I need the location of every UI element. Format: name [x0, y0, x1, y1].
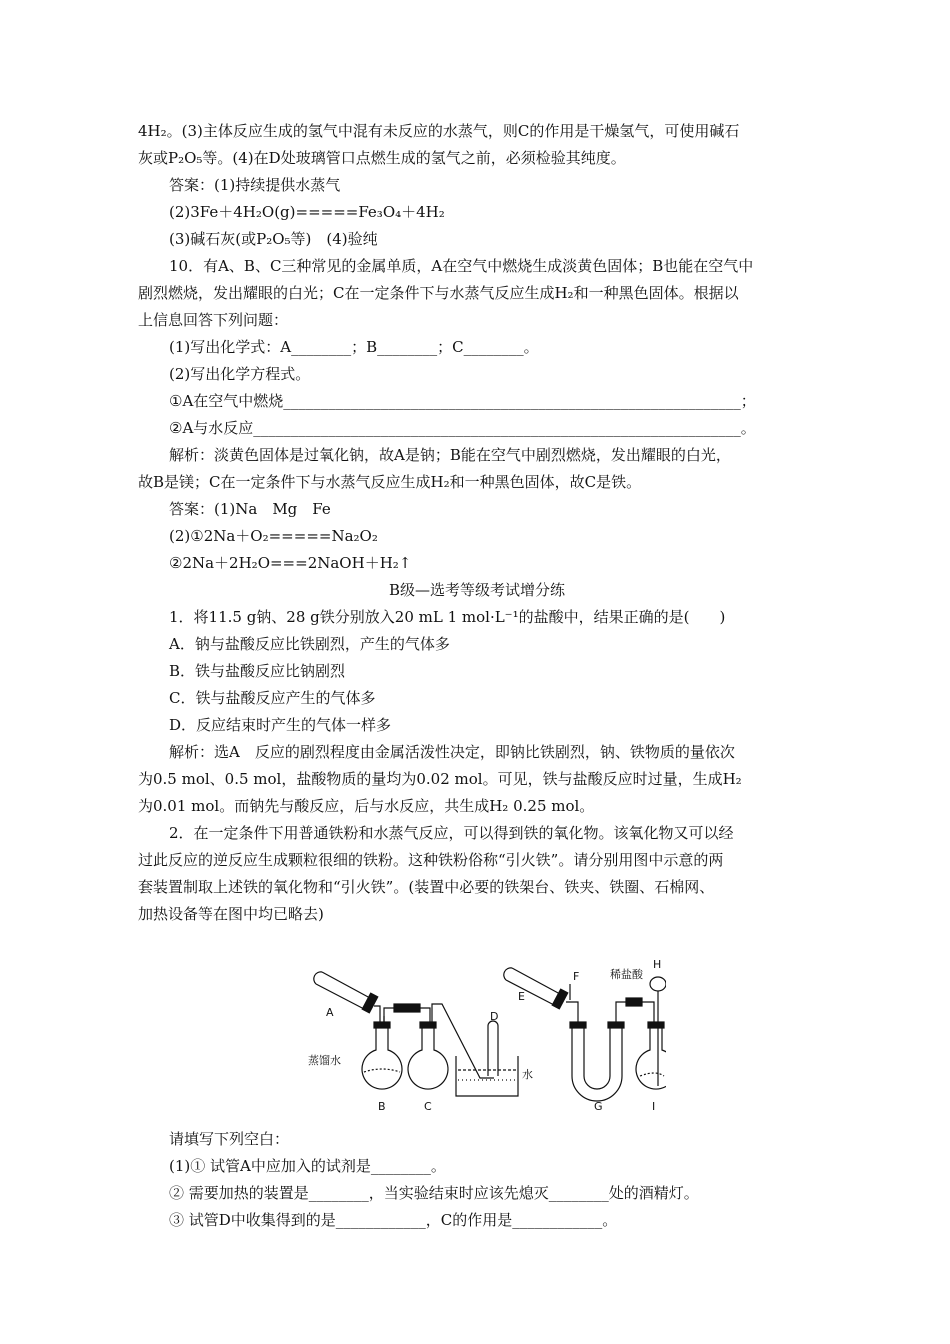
text-line: 剧烈燃烧，发出耀眼的白光；C在一定条件下与水蒸气反应生成H₂和一种黑色固体。根据以 — [138, 284, 739, 302]
flask-i — [636, 1028, 666, 1089]
label-f: F — [573, 970, 580, 983]
text-line: 套装置制取上述铁的氧化物和“引火铁”。(装置中必要的铁架台、铁夹、铁圈、石棉网、 — [138, 878, 715, 896]
label-dilute-hcl: 稀盐酸 — [610, 968, 643, 981]
equation-line: (2)①2Na＋O₂=====Na₂O₂ — [169, 527, 378, 545]
blank-line: ①A在空气中燃烧_____________________________________________________________； — [169, 392, 756, 410]
text-line: 灰或P₂O₅等。(4)在D处玻璃管口点燃生成的氢气之前，必须检验其纯度。 — [138, 149, 626, 167]
analysis-line: 解析：淡黄色固体是过氧化钠，故A是钠；B能在空气中剧烈燃烧，发出耀眼的白光， — [169, 446, 731, 464]
funnel-h — [650, 977, 666, 991]
stopper-i — [648, 1022, 664, 1028]
instruction: 请填写下列空白： — [169, 1130, 290, 1148]
tube-e — [504, 968, 568, 1009]
text-line: (2)写出化学方程式。 — [169, 365, 311, 383]
question-10: 10．有A、B、C三种常见的金属单质，A在空气中燃烧生成淡黄色固体；B也能在空气中 — [169, 257, 754, 275]
apparatus-diagram — [308, 958, 666, 1120]
text-line: 上信息回答下列问题： — [138, 311, 289, 329]
rubber-joint-2 — [626, 998, 642, 1006]
blank-line: ③ 试管D中收集得到的是____________，C的作用是____________。 — [169, 1211, 618, 1229]
blank-line: (1)① 试管A中应加入的试剂是________。 — [169, 1157, 446, 1175]
water-trough — [456, 1056, 518, 1096]
equation-line: (2)3Fe＋4H₂O(g)=====Fe₃O₄＋4H₂ — [169, 203, 445, 221]
apparatus-figure — [308, 958, 666, 1120]
answer-line: 答案：(1)持续提供水蒸气 — [169, 176, 341, 194]
stopper-c — [420, 1022, 436, 1028]
flask-b — [362, 1028, 402, 1089]
label-e: E — [518, 990, 525, 1003]
rubber-joint — [394, 1004, 420, 1012]
analysis-line: 解析：选A 反应的剧烈程度由金属活泼性决定，即钠比铁剧烈，钠、铁物质的量依次 — [169, 743, 735, 761]
tube-a — [314, 972, 380, 1016]
equation-line: ②2Na＋2H₂O===2NaOH＋H₂↑ — [169, 554, 412, 572]
text-line: 加热设备等在图中均已略去) — [138, 905, 324, 923]
section-heading: B级—选考等级考试增分练 — [388, 581, 566, 599]
stopper-g-left — [570, 1022, 586, 1028]
label-distilled-water: 蒸馏水 — [308, 1054, 341, 1067]
document-body — [138, 118, 816, 928]
blank-line: ②A与水反应_________________________________________________________________。 — [169, 419, 756, 437]
flask-c — [408, 1028, 448, 1089]
answer-line: (3)碱石灰(或P₂O₅等) (4)验纯 — [169, 230, 378, 248]
text-line: 为0.01 mol。而钠先与酸反应，后与水反应，共生成H₂ 0.25 mol。 — [138, 797, 595, 815]
question-1: 1．将11.5 g钠、28 g铁分别放入20 mL 1 mol·L⁻¹的盐酸中，结果正确的是( ) — [169, 608, 726, 626]
answer-line: 答案：(1)Na Mg Fe — [169, 500, 331, 518]
option-b: B．铁与盐酸反应比钠剧烈 — [169, 662, 346, 680]
text-line: 4H₂。(3)主体反应生成的氢气中混有未反应的水蒸气，则C的作用是干燥氢气，可使用碱石 — [138, 122, 740, 140]
stopper-b — [374, 1022, 390, 1028]
label-d: D — [490, 1010, 499, 1023]
u-tube-g — [572, 1028, 622, 1101]
text-line: 过此反应的逆反应生成颗粒很细的铁粉。这种铁粉俗称“引火铁”。请分别用图中示意的两 — [138, 851, 724, 869]
stopper-g-right — [608, 1022, 624, 1028]
tube-d — [488, 1021, 498, 1076]
label-g: G — [594, 1100, 603, 1113]
label-water: 水 — [522, 1068, 533, 1081]
label-b: B — [378, 1100, 386, 1113]
label-c: C — [424, 1100, 432, 1113]
option-c: C．铁与盐酸反应产生的气体多 — [169, 689, 376, 707]
question-2: 2．在一定条件下用普通铁粉和水蒸气反应，可以得到铁的氧化物。该氧化物又可以经 — [169, 824, 734, 842]
blank-line: (1)写出化学式：A________；B________；C________。 — [169, 338, 539, 356]
question-2-blanks — [138, 1126, 816, 1234]
label-i: I — [652, 1100, 656, 1113]
text-line: 为0.5 mol、0.5 mol，盐酸物质的量均为0.02 mol。可见，铁与盐酸反应时过量，生成H₂ — [138, 770, 742, 788]
blank-line: ② 需要加热的装置是________，当实验结束时应该先熄灭________处的酒精灯。 — [169, 1184, 699, 1202]
text-line: 故B是镁；C在一定条件下与水蒸气反应生成H₂和一种黑色固体，故C是铁。 — [138, 473, 642, 491]
label-h: H — [653, 958, 662, 971]
option-a: A．钠与盐酸反应比铁剧烈，产生的气体多 — [169, 635, 450, 653]
option-d: D．反应结束时产生的气体一样多 — [169, 716, 392, 734]
label-a: A — [326, 1006, 334, 1019]
